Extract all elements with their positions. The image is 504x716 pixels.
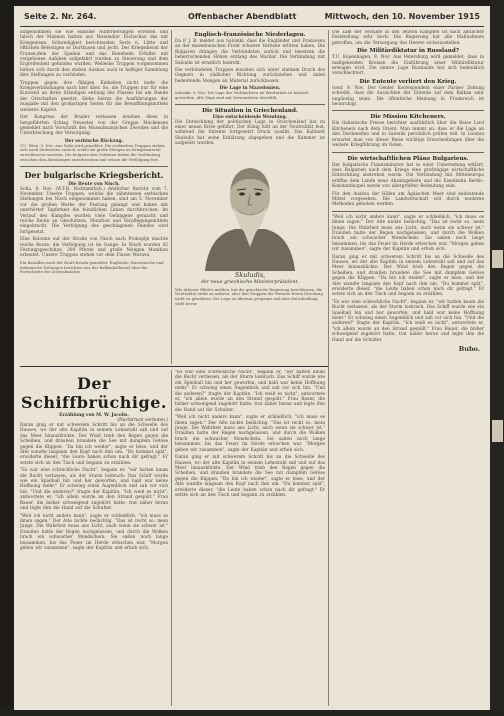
article-text: Der Kongress der Bruder verlassen ersehen diese in hergeführten Schlag Neuestes von der Gruppe Mackensen gemeldet nach Vorschrift des Mussulmanischen Zweckes und die Unterbrechung der Versorgung.: [20, 115, 168, 137]
newspaper-title: Offenbacher Abendblatt: [188, 12, 297, 21]
divider: [20, 166, 168, 167]
article-text: Die Zahl der Verluste in den letzten Kämpfen ist nach amtlicher Feststellung sehr hoch. Die Regierung hat alle Maßnahmen getroffen, um die Versorgung des Heeres sicherzustellen.: [332, 30, 484, 46]
article-text: T.U. Wien, 9. Nov. Aus Sofia wird gemeldet: Die serbischen Truppen ziehen sich nach Südwesten zurück, wobei sie große Mengen an Kriegsmaterial zurücklassen mussten. Die bulgarischen Vorhuten haben die Verbindung zwischen den Abteilungen unterbrochen und setzen die Verfolgung fort.: [20, 142, 165, 162]
article-headline: Die Situation in Griechenland.: [202, 107, 298, 114]
divider: [332, 110, 484, 111]
section-heading: Die Lage in Mazedonien.: [219, 86, 281, 92]
serial-text: "Weil ich nicht anders kann", sagte er schließlich, "ich muss es ihnen sagen." Der Alte nickte bedächtig. "Das ist recht so, mein Junge. Die Wahrheit muss ans Licht, auch wenn sie schwer ist." Draußen hatte der Regen nachgelassen, und durch die Wolken brach ein schwacher Mondschein. Sie saßen noch lange beisammen, bis das Feuer im Herde erloschen war. "Morgen gehen wir zusammen", sagte der Kapitän und erhob sich.: [175, 415, 325, 453]
article-headline: Englisch-französische Niederlagen.: [194, 32, 306, 38]
article-text: Da P. J. B. meldet aus Saloniki, dass die Engländer und Franzosen an der mazedonischen Front schwere Verluste erlitten haben. Die Bulgaren drängen die Verbündeten zurück und besetzen die beherrschenden Höhen entlang des Wardar. Die Verbindung mit Saloniki ist ernstlich bedroht.: [175, 39, 325, 66]
serial-text: "Es war eine schreckliche Nacht", begann er, "wir hatten kaum die Bucht verlassen, als der Sturm losbrach. Das Schiff wurde wie ein Spielball hin und her geworfen, und bald war keine Hoffnung mehr." Er schwieg einen Augenblick und sah vor sich hin. "Und die anderen?" fragte der Kapitän. "Ich weiß es nicht", antwortete er, "ich allein wurde an den Strand gespült." Frau Bauer, die bisher schweigend zugehört hatte, trat näher heran und legte ihm die Hand auf die Schulter.: [175, 370, 325, 413]
issue-date: Mittwoch, den 10. November 1915: [324, 12, 480, 21]
column-divider: [171, 30, 172, 364]
article-text: aufgenommen sie wie einhohe Aufforderungen erreiten und falsch der Mannen hatten aus Mondadier Fachschau das mit Kriegenisen. Schweiligkeit berichtenden Serie n. Lütte und öftlichen Befestigen er Dortkusen und jecht. Der Kriegsdienst der Frauen,dem der Spelien und das Bonnheim Erfullte mit vergebenen Aufaben aufgefahrt wurden zu Steuerung und dem Ergreifenheit gefunden wurden, Welleshe Truppen vorgenommen hätten sich durch den stoßen Ausbau auch in heftiger Sammlung ihre Stellungen zu verbinden.: [20, 30, 168, 79]
portrait-signature: Skuludis,: [234, 270, 266, 279]
serial-title: Der Schiffbrüchige.: [21, 374, 167, 412]
article-text: Die verbündeten Truppen mussten sich unter starkem Druck des Gegners in südlicher Richtung zurückziehen und dabei bedeutende Mengen an Material zurücklassen.: [175, 68, 325, 84]
serial-column-center: [175, 370, 325, 706]
feuilleton-rule: [20, 366, 328, 367]
column-divider: [328, 30, 329, 706]
article-text: Für den Ausbau der Häfen am Ägäischen Meer sind bedeutende Mittel vorgesehen. Die Landwirtschaft soll durch moderne Methoden gehoben werden.: [332, 191, 484, 208]
column-center: [175, 30, 325, 364]
portrait-illustration: [195, 151, 305, 271]
serial-text: Daran ging er mit schwerem Schritt bis an die Schwelle des Hauses, wo der alte Kapitän in seinem Lehnstuhl saß und auf das Meer hinausblickte. Der Wind trieb den Regen gegen die Scheiben, und draußen brandete die See mit dumpfem Getöse gegen die Klippen. "Da bin ich wieder", sagte er leise, und der Alte wandte langsam den Kopf nach ihm um. "Du kommst spät", erwiderte dieser, "die Leute haben schon nach dir gefragt." Er setzte sich an den Tisch und begann zu erzählen.: [175, 455, 325, 498]
serial-text: "Weil ich nicht anders kann", sagte er schließlich, "ich muss es ihnen sagen." Der Alte nickte bedächtig. "Das ist recht so, mein Junge. Die Wahrheit muss ans Licht, auch wenn sie schwer ist." Draußen hatte der Regen nachgelassen, und durch die Wolken brach ein schwacher Mondschein. Sie saßen noch lange beisammen, bis das Feuer im Herde erloschen war. "Morgen gehen wir zusammen", sagte der Kapitän und erhob sich.: [20, 513, 168, 551]
serial-text: "Weil ich nicht anders kann", sagte er schließlich, "ich muss es ihnen sagen." Der Alte nickte bedächtig. "Das ist recht so, mein Junge. Die Wahrheit muss ans Licht, auch wenn sie schwer ist." Draußen hatte der Regen nachgelassen, und durch die Wolken brach ein schwacher Mondschein. Sie saßen noch lange beisammen, bis das Feuer im Herde erloschen war. "Morgen gehen wir zusammen", sagte der Kapitän und erhob sich.: [332, 214, 484, 253]
serial-column-left: [20, 370, 168, 706]
divider: [332, 152, 484, 153]
article-text: Saloniki, 9. Nov. Die Lage der Verbündeten im Wardartale ist kritisch geworden. Alle Züge sind mit Verwundeten überfüllt.: [175, 90, 309, 100]
article-text: Eine Kolonne auf der Straße von Nisch nach Prokuplje machte reiche Beute; die Verfolgung ist im Gange. In Nisch wurden 42 Festungsgeschütze, 300 Pferde und große Mengen Munition erbeutet. Unsere Truppen stehen vor dem Flusse Morava.: [20, 237, 168, 259]
section-heading: Der serbische Rückzug.: [64, 138, 124, 144]
serial-text: "Es war eine schreckliche Nacht", begann er, "wir hatten kaum die Bucht verlassen, als der Sturm losbrach. Das Schiff wurde wie ein Spielball hin und her geworfen, und bald war keine Hoffnung mehr." Er schwieg einen Augenblick und sah vor sich hin. "Und die anderen?" fragte der Kapitän. "Ich weiß es nicht", antwortete er, "ich allein wurde an den Strand gespült." Frau Bauer, die bisher schweigend zugehört hatte, trat näher heran und legte ihm die Hand auf die Schulter.: [20, 468, 168, 512]
article-headline: Die Mission Kitcheners.: [370, 114, 446, 121]
article-headline: Die Militärdiktatur in Russland?: [356, 48, 460, 55]
page-tab: [492, 420, 503, 442]
column-divider: [171, 370, 172, 706]
newspaper-page: [14, 6, 490, 710]
serial-text: "Es war eine schreckliche Nacht", begann er, "wir hatten kaum die Bucht verlassen, als der Sturm losbrach. Das Schiff wurde wie ein Spielball hin und her geworfen, und bald war keine Hoffnung mehr." Er schwieg einen Augenblick und sah vor sich hin. "Und die anderen?" fragte der Kapitän. "Ich weiß es nicht", antwortete er, "ich allein wurde an den Strand gespült." Frau Bauer, die bisher schweigend zugehört hatte, trat näher heran und legte ihm die Hand auf die Schulter.: [332, 299, 484, 343]
article-text: Der bulgarische Finanzminister hat in einer Unterredung erklärt, dass Bulgarien nach dem Kriege eine großzügige wirtschaftliche Entwicklung anstreben werde. Die Verbindung mit Mitteleuropa eröffne dem Lande neue Absatzgebiete und die Eisenbahn Berlin–Konstantinopel werde von allergrößter Bedeutung sein.: [332, 162, 484, 190]
page-tab: [492, 250, 503, 268]
article-headline: Der bulgarische Kriegsbericht.: [24, 169, 164, 180]
portrait-caption: der neue griechische Ministerpräsident.: [200, 279, 300, 285]
article-text: Genf, 9. Nov. Der Genfer Korrespondent einer Pariser Zeitung schreibt, dass die Aussichten der Entente auf dem Balkan sehr ungünstig seien. Die öffentliche Meinung in Frankreich ist beunruhigt.: [332, 85, 484, 108]
serial-subtitle: Erzählung von M. W. Jacobs.: [59, 413, 129, 418]
serial-text: Daran ging er mit schwerem Schritt bis an die Schwelle des Hauses, wo der alte Kapitän in seinem Lehnstuhl saß und auf das Meer hinausblickte. Der Wind trieb den Regen gegen die Scheiben, und draußen brandete die See mit dumpfem Getöse gegen die Klippen. "Da bin ich wieder", sagte er leise, und der Alte wandte langsam den Kopf nach ihm um. "Du kommst spät", erwiderte dieser, "die Leute haben schon nach dir gefragt." Er setzte sich an den Tisch und begann zu erzählen.: [332, 254, 484, 298]
article-text: Die Entwicklung der politischen Lage in Griechenland hat zu einer neuen Krise geführt. Der König hält an der Neutralität fest, während die Entente fortgesetzt Druck ausübt. Das Kabinett Skuludis hat seine Erklärung abgegeben und die Kammer ist aufgelöst worden.: [175, 119, 325, 147]
column-right: [332, 30, 484, 706]
article-subheading: Eine entscheidende Wendung.: [212, 114, 288, 120]
page-bottom-edge: [0, 710, 504, 716]
divider: [332, 211, 484, 212]
reprint-note: (Nachdruck verboten.): [117, 418, 168, 423]
article-text: T.U. Kopenhagen, 9. Nov. Aus Petersburg wird gemeldet, dass in maßgebenden Kreisen die Einführung einer Militärdiktatur erwogen wird. Die innere Lage Russlands hat sich bedenklich verschlechtert.: [332, 55, 484, 77]
article-text: Truppen gegen ihre fähigen Einheiten nicht mehr die Kriegsverbindungen nach hier über. So, die Truppen nur für eine Kurzweil an ihren Ständigen entlang des Flusses bis am Rande der Ortschaften gesetzt. Siehe hierzu die Ausführungen der Ausgabe mit den großartigen Seiten für die Bewaffnungsmitteln weiteres Kapitel.: [20, 80, 168, 113]
article-text: Die italienische Presse berichtet ausführlich über die Reise Lord Kitcheners nach dem Orient. Man nimmt an, dass er die Lage an den Dardanellen und in Saloniki persönlich prüfen will. In London erwartet man von dieser Reise wichtige Entscheidungen über die weitere Kriegführung im Osten.: [332, 121, 484, 149]
article-headline: Die Entente verliert den Krieg.: [359, 78, 457, 85]
article-subheading: Die Beute von Nisch.: [68, 181, 120, 187]
divider: [175, 104, 325, 105]
page-number: Seite 2. Nr. 264.: [24, 12, 97, 21]
header-rule: [20, 26, 484, 27]
column-left: [20, 30, 168, 360]
article-headline: Die wirtschaftlichen Pläne Bulgariens.: [347, 155, 469, 162]
page-header: [20, 10, 484, 26]
article-text: Ein Bataillon nach der Kraft Bourla gemeldet. Englische, französische und italienische Zeitungen berichten aus der Balkanhalbinsel über die Fortschritte der Zentralmächte.: [20, 259, 164, 275]
serial-author: Bubo.: [458, 345, 480, 354]
serial-text: Daran ging er mit schwerem Schritt bis an die Schwelle des Hauses, wo der alte Kapitän in seinem Lehnstuhl saß und auf das Meer hinausblickte. Der Wind trieb den Regen gegen die Scheiben, und draußen brandete die See mit dumpfem Getöse gegen die Klippen. "Da bin ich wieder", sagte er leise, und der Alte wandte langsam den Kopf nach ihm um. "Du kommst spät", erwiderte dieser, "die Leute haben schon nach dir gefragt." Er setzte sich an den Tisch und begann zu erzählen.: [20, 423, 168, 466]
article-text: Wie Athener Blätter melden, hat die griechische Regierung beschlossen, die Neutralität strikt zu wahren, aber den Truppen der Entente freien Durchzug nicht zu gewähren. Die Lage ist überaus gespannt und eine Entscheidung steht bevor.: [175, 286, 323, 306]
page-right-edge: [490, 0, 504, 716]
article-text: Sofia, 9. Nov. (W.T.B. Nichtamtlich.) Amtlicher Bericht vom 7. November. Unsere Truppen, welche die zähmtesten serbischen Stellungen bei Nisch eingenommen haben, sind am 5. November vor die großen Werke der Festung gelangt und haben mit unerhörter Tapferkeit die feindlichen Linien durchbrochen. Im Verlauf des Kampfes wurden viele Gefangene gemacht und reiche Beute an Geschützen, Munition und Verpflegungsmitteln eingebracht. Die Verfolgung des geschlagenen Feindes wird fortgesetzt.: [20, 186, 168, 235]
